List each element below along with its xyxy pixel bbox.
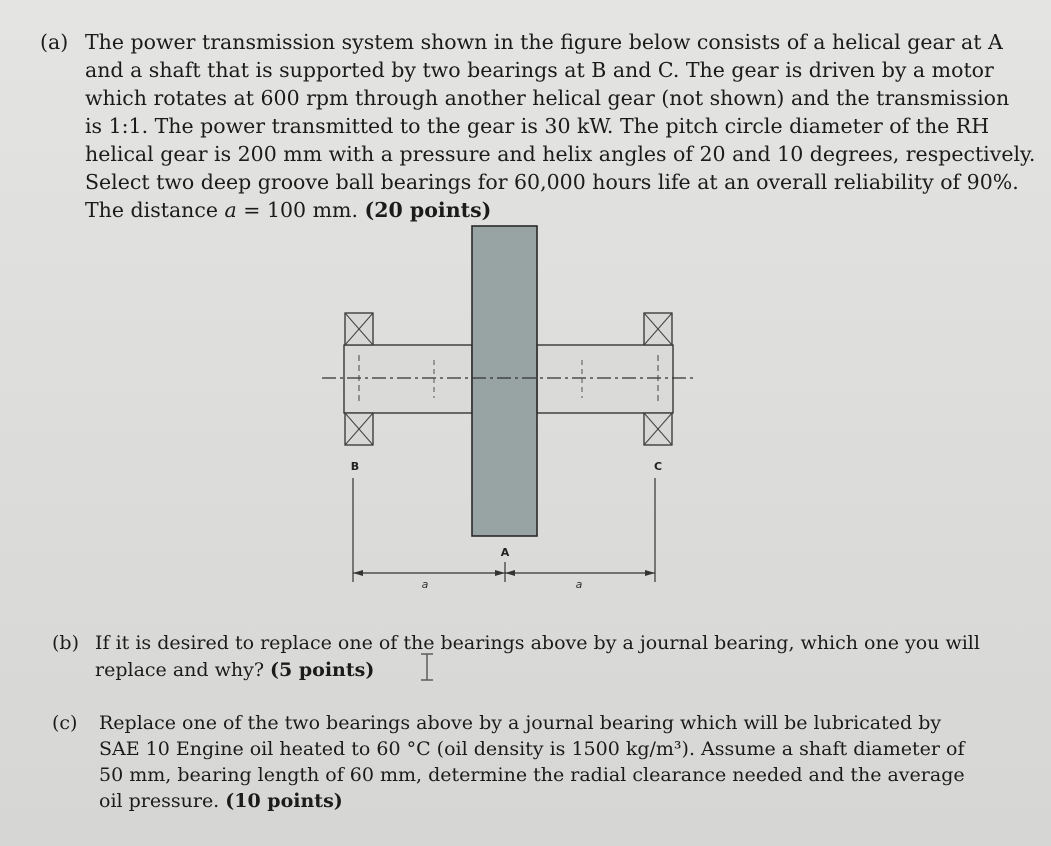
part-a-line-1: The power transmission system shown in the figure below consists of a helical gear at A xyxy=(85,30,1003,54)
dim-arrow-right xyxy=(645,570,655,576)
label-bearing-c: C xyxy=(653,460,663,473)
distance-variable: a xyxy=(224,198,237,222)
part-a-line-4: is 1:1. The power transmitted to the gear is 30 kW. The pitch circle diameter of the RH xyxy=(85,114,990,138)
text-cursor-icon xyxy=(421,654,433,680)
part-a-line-3: which rotates at 600 rpm through another helical gear (not shown) and the transmission xyxy=(85,86,1010,110)
shaft-left-segment xyxy=(344,345,472,413)
part-b-line-2 xyxy=(95,659,374,681)
part-b-points: (5 points) xyxy=(270,659,375,681)
part-b-line-1: If it is desired to replace one of the bearings above by a journal bearing, which one you will xyxy=(95,632,980,654)
part-a-line-2: and a shaft that is supported by two bearings at B and C. The gear is driven by a motor xyxy=(85,58,994,82)
part-a-line-6: Select two deep groove ball bearings for 60,000 hours life at an overall reliability of 90%. xyxy=(85,170,1019,194)
part-b-line-2-text: replace and why? xyxy=(95,659,271,681)
shaft-right-segment xyxy=(537,345,673,413)
part-c-points: (10 points) xyxy=(225,790,343,812)
distance-prefix: The distance xyxy=(85,198,225,222)
dim-label-left: a xyxy=(421,578,429,591)
label-bearing-b: B xyxy=(350,460,360,473)
helical-gear-a xyxy=(472,226,537,536)
dim-arrow-left xyxy=(353,570,363,576)
dim-arrow-mid-left xyxy=(495,570,505,576)
bearing-c-top-icon xyxy=(644,313,672,345)
dim-label-right: a xyxy=(575,578,583,591)
part-c-line-4-text: oil pressure. xyxy=(99,790,226,812)
part-a-line-5: helical gear is 200 mm with a pressure and helix angles of 20 and 10 degrees, respectively. xyxy=(85,142,1036,166)
part-c-line-4 xyxy=(99,790,343,812)
label-gear-a: A xyxy=(500,546,510,559)
part-a-points: (20 points) xyxy=(364,198,492,222)
bearing-b-top-icon xyxy=(345,313,373,345)
part-c-line-1: Replace one of the two bearings above by a journal bearing which will be lubricated by xyxy=(99,712,942,734)
part-c-line-2: SAE 10 Engine oil heated to 60 °C (oil density is 1500 kg/m³). Assume a shaft diameter of xyxy=(99,738,965,760)
part-a-label: (a) xyxy=(40,30,69,54)
part-c-label: (c) xyxy=(52,712,78,734)
bearing-c-bottom-icon xyxy=(644,413,672,445)
part-c-line-3: 50 mm, bearing length of 60 mm, determine the radial clearance needed and the average xyxy=(99,764,965,786)
bearing-b-bottom-icon xyxy=(345,413,373,445)
distance-suffix: = 100 mm. xyxy=(236,198,365,222)
dim-arrow-mid-right xyxy=(505,570,515,576)
part-b-label: (b) xyxy=(52,632,79,654)
